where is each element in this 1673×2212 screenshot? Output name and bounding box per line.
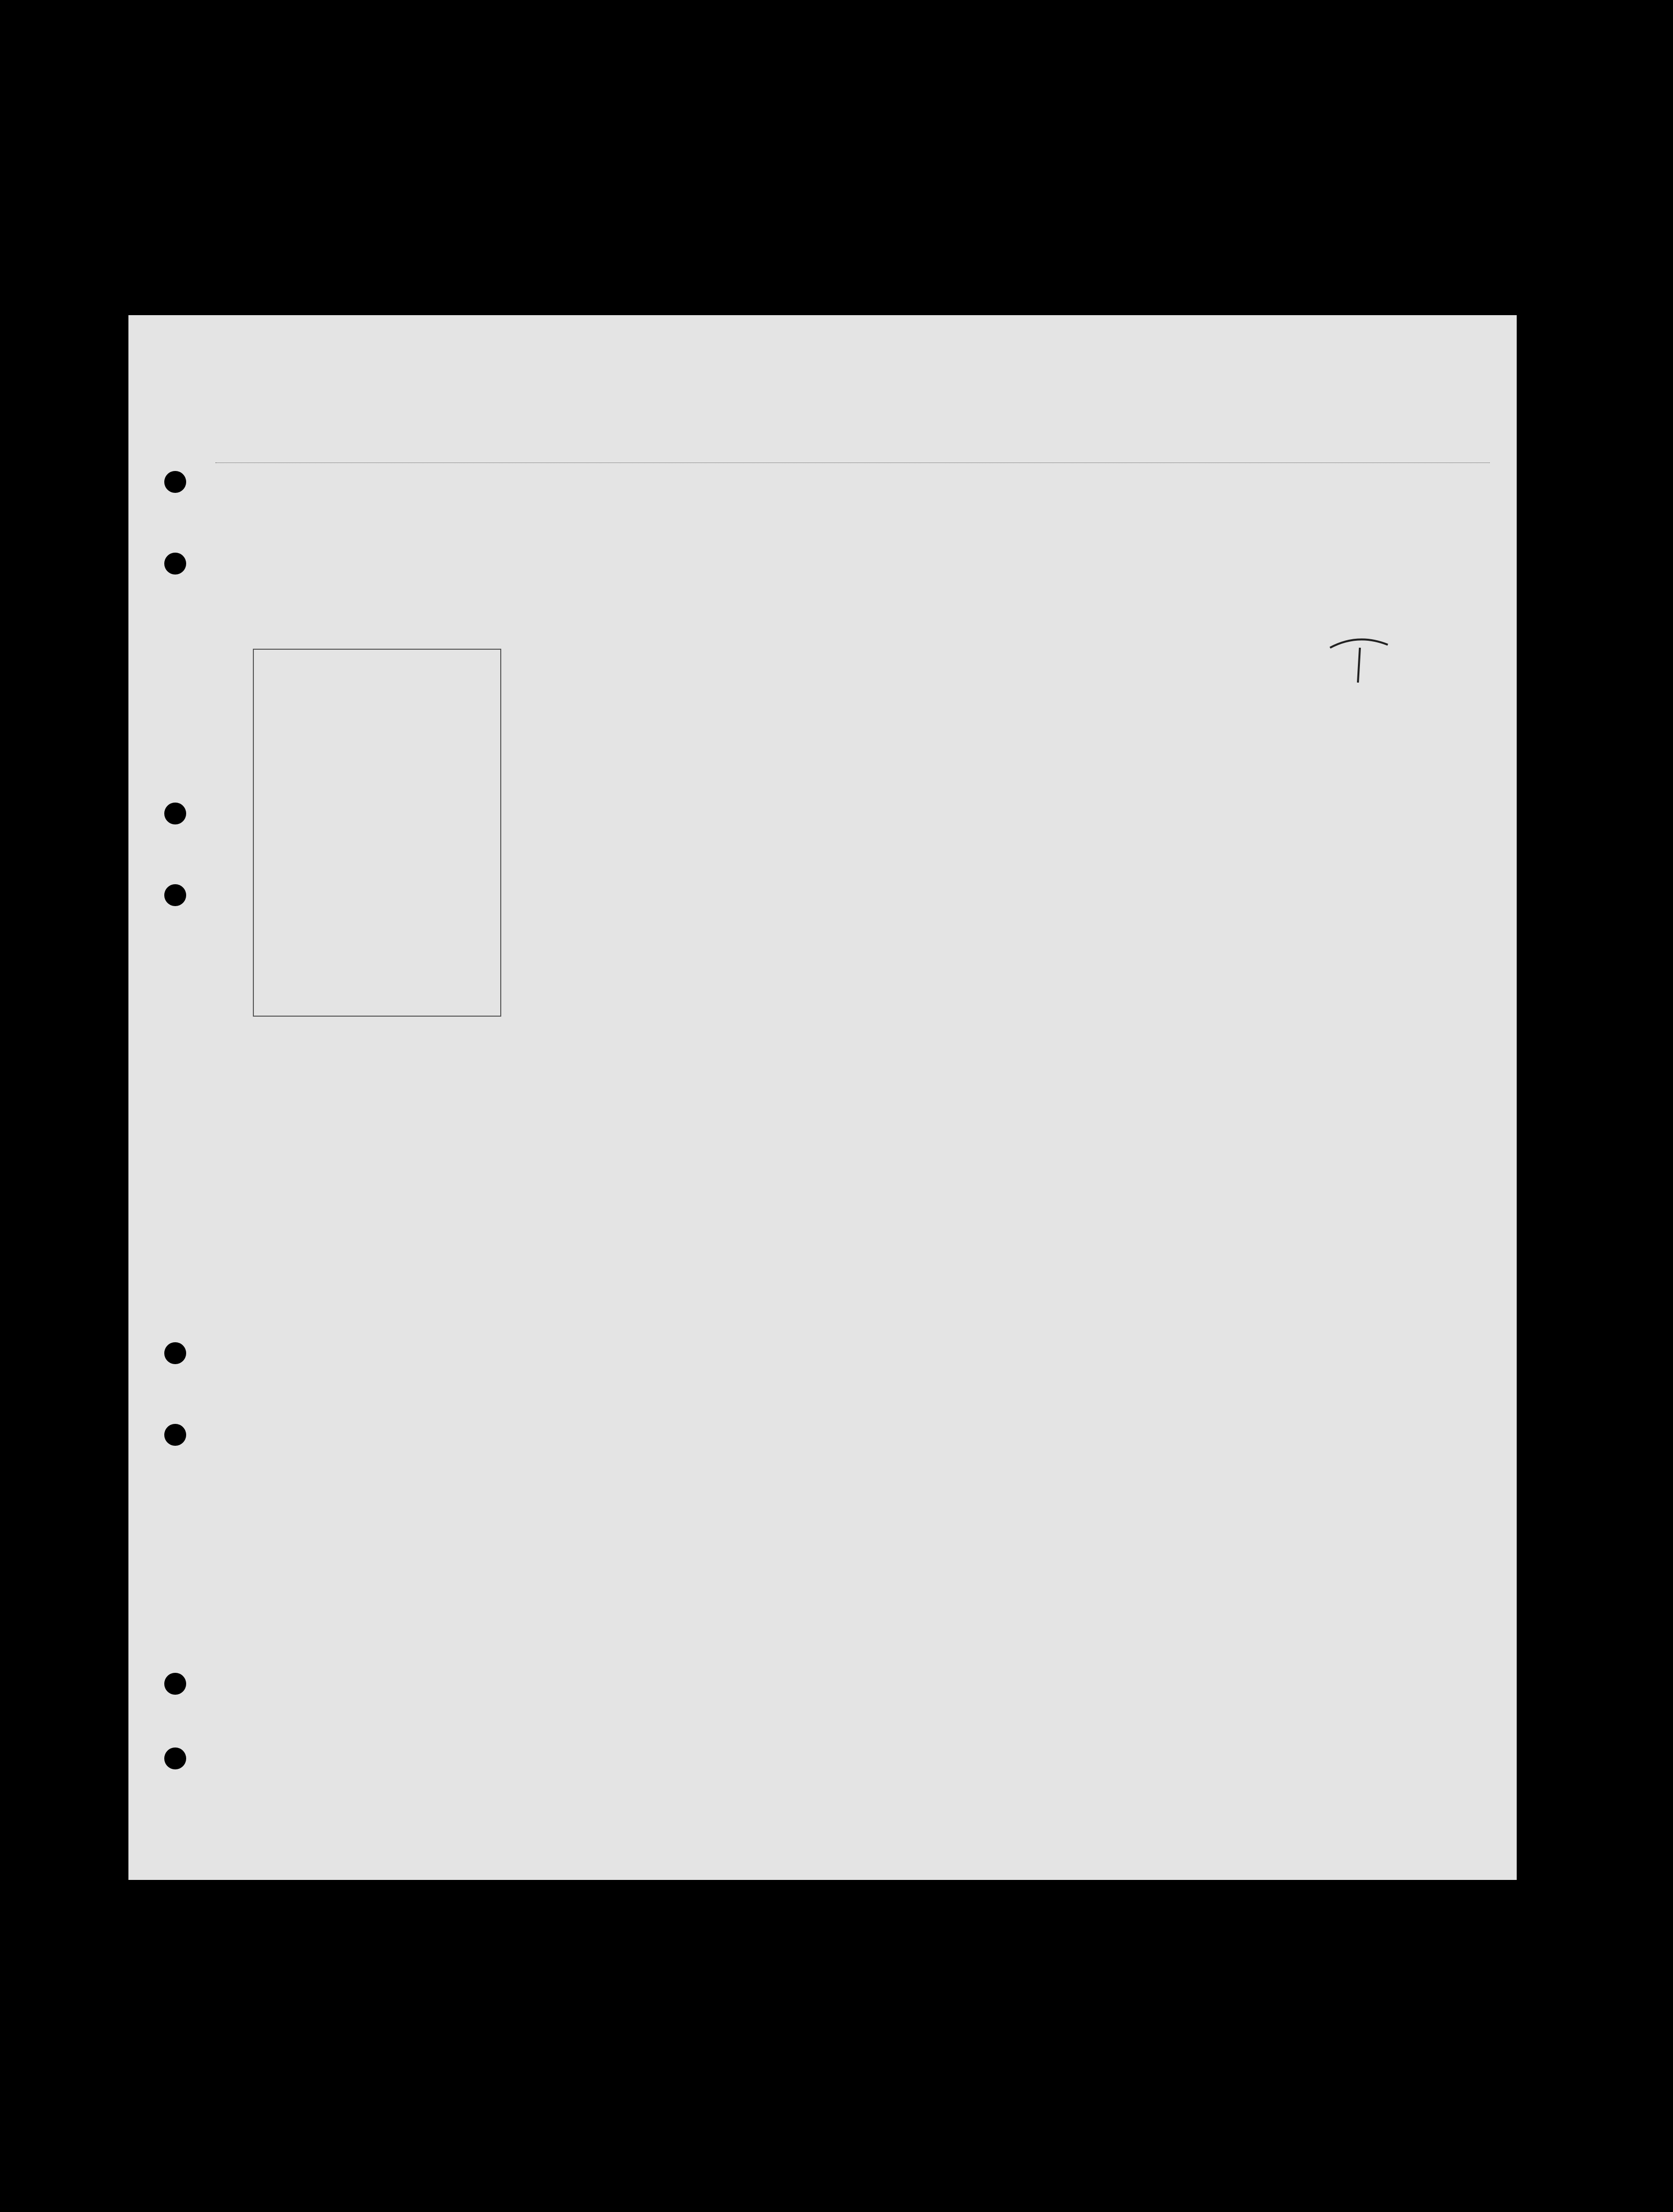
- punch-hole: [164, 1747, 186, 1769]
- punch-hole: [164, 553, 186, 575]
- punch-hole: [164, 1342, 186, 1364]
- punch-hole: [164, 803, 186, 824]
- manifest-sheet: [128, 315, 1517, 1880]
- manifest-grid: [128, 315, 1517, 1880]
- punch-hole: [164, 1424, 186, 1446]
- visa-stamp: [253, 649, 501, 1017]
- punch-hole: [164, 884, 186, 906]
- punch-hole: [164, 471, 186, 493]
- punch-hole: [164, 1673, 186, 1695]
- signature-flourish: [1328, 628, 1393, 688]
